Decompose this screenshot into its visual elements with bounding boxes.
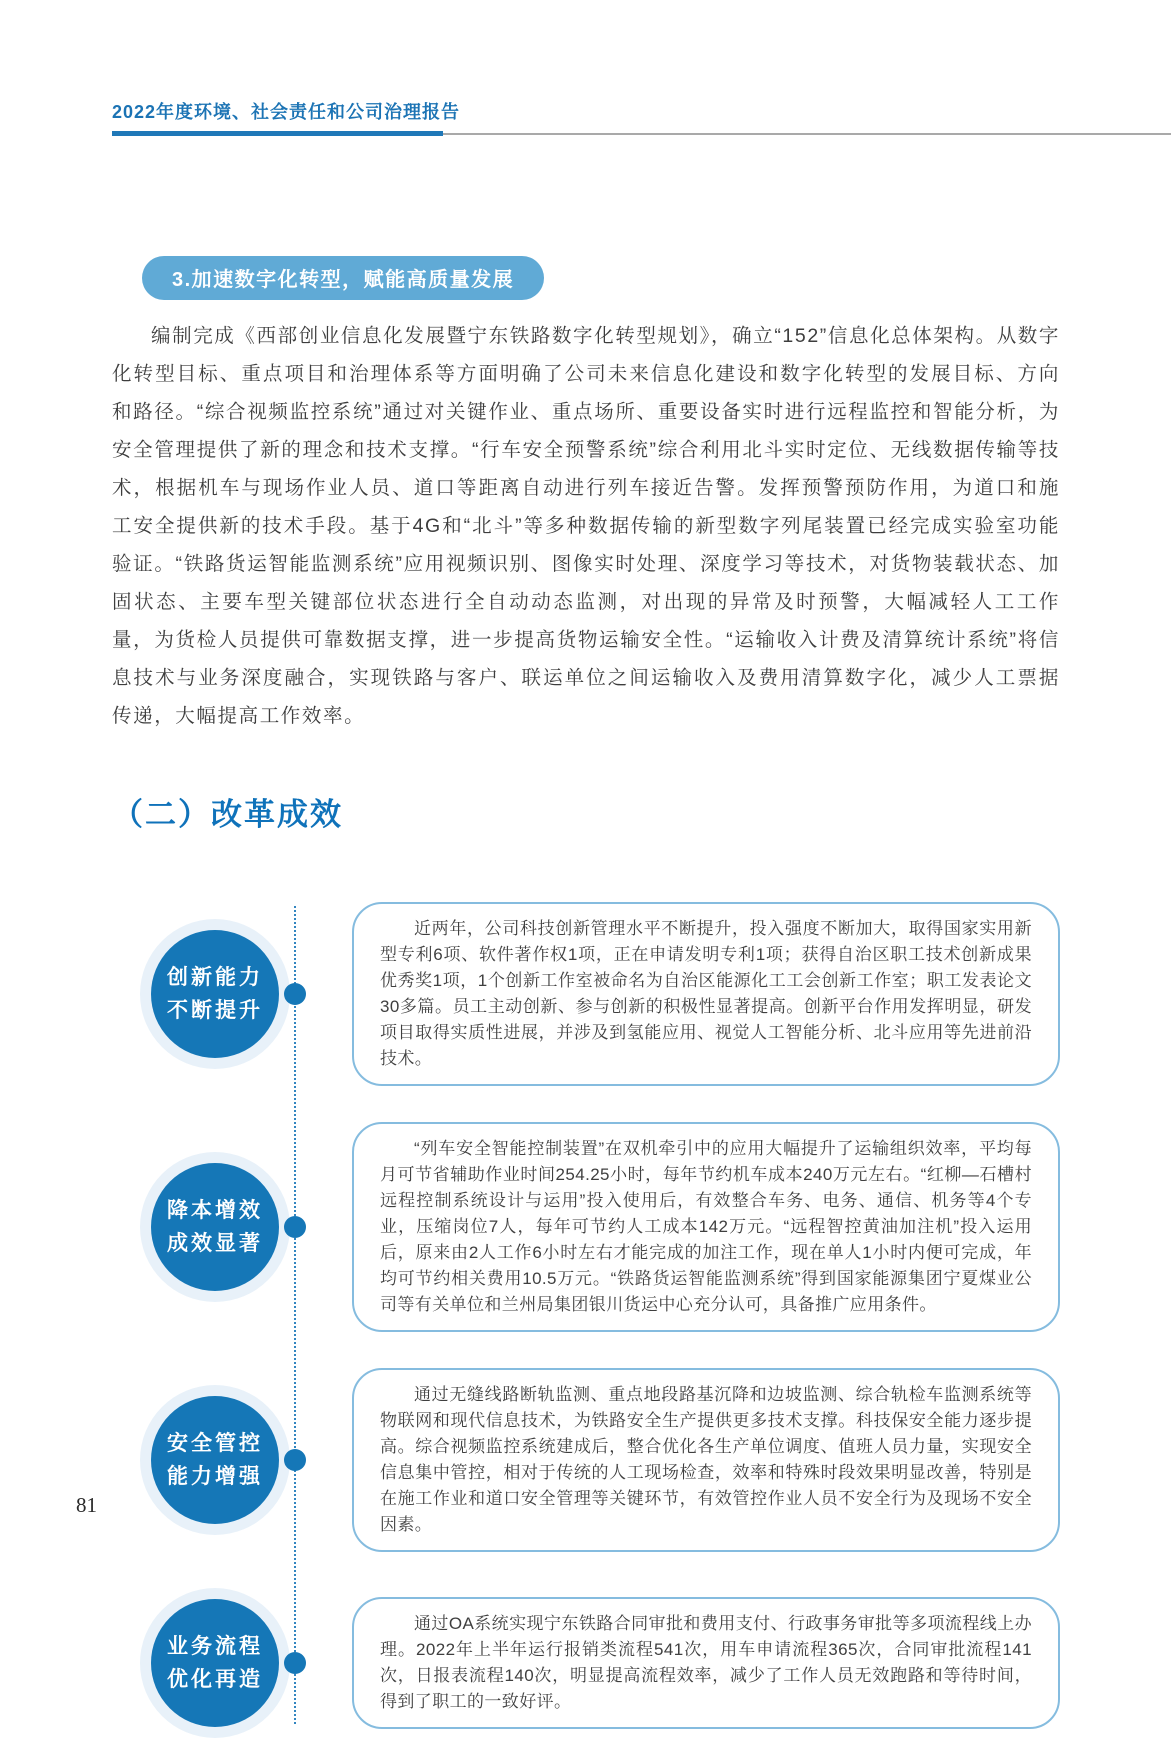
info-box-cost-reduction [352, 1122, 1060, 1332]
connector-dot [284, 1652, 306, 1674]
subsection-badge: 3.加速数字化转型，赋能高质量发展 [142, 256, 544, 300]
section-heading-reform-results: （二）改革成效 [112, 797, 343, 832]
page-number: 81 [76, 1493, 97, 1517]
circle-label-line2: 成效显著 [167, 1232, 263, 1255]
circle-badge-innovation [140, 919, 290, 1069]
connector-dot [284, 1216, 306, 1238]
circle-label-line1: 创新能力 [167, 966, 263, 989]
reform-row-cost-reduction [112, 1122, 1060, 1332]
digital-transformation-paragraph: 编制完成《西部创业信息化发展暨宁东铁路数字化转型规划》，确立“152”信息化总体架构。从数字化转型目标、重点项目和治理体系等方面明确了公司未来信息化建设和数字化转型的发展目标、方向和路径。“综合视频监控系统”通过对关键作业、重点场所、重要设备实时进行远程监控和智能分析，为安全管理提供了新的理念和技术支撑。“行车安全预警系统”综合利用北斗实时定位、无线数据传输等技术，根据机车与现场作业人员、道口等距离自动进行列车接近告警。发挥预警预防作用，为道口和施工安全提供新的技术手段。基于4G和“北斗”等多种数据传输的新型数字列尾装置已经完成实验室功能验证。“铁路货运智能监测系统”应用视频识别、图像实时处理、深度学习等技术，对货物装载状态、加固状态、主要车型关键部位状态进行全自动动态监测，对出现的异常及时预警，大幅减轻人工工作量，为货检人员提供可靠数据支撑，进一步提高货物运输安全性。“运输收入计费及清算统计系统”将信息技术与业务深度融合，实现铁路与客户、联运单位之间运输收入及费用清算数字化，减少人工票据传递，大幅提高工作效率。 [112, 325, 1060, 727]
circle-label-line2: 优化再造 [167, 1668, 263, 1691]
page-header [0, 0, 1171, 136]
info-text: 通过OA系统实现宁东铁路合同审批和费用支付、行政事务审批等多项流程线上办理。2022年上半年运行报销类流程541次，用车申请流程365次，合同审批流程141次，日报表流程140次，明显提高流程效率，减少了工作人员无效跑路和等待时间，得到了职工的一致好评。 [380, 1614, 1032, 1711]
info-box-process-optimization [352, 1597, 1060, 1729]
reform-rows [112, 902, 1060, 1738]
circle-label-line1: 业务流程 [167, 1635, 263, 1658]
circle-label-line2: 不断提升 [167, 999, 263, 1022]
connector-dot [284, 1449, 306, 1471]
circle-badge-cost-reduction [140, 1152, 290, 1302]
connector-dot [284, 983, 306, 1005]
circle-badge-process-optimization [140, 1588, 290, 1738]
page-content [0, 136, 1171, 1738]
info-box-innovation [352, 902, 1060, 1086]
circle-badge-safety-control [140, 1385, 290, 1535]
info-text: 通过无缝线路断轨监测、重点地段路基沉降和边坡监测、综合轨检车监测系统等物联网和现代信息技术，为铁路安全生产提供更多技术支撑。科技保安全能力逐步提高。综合视频监控系统建成后，整合优化各生产单位调度、值班人员力量，实现安全信息集中管控，相对于传统的人工现场检查，效率和特殊时段效果明显改善，特别是在施工作业和道口安全管理等关键环节，有效管控作业人员不安全行为及现场不安全因素。 [380, 1385, 1032, 1534]
reform-row-process-optimization [112, 1588, 1060, 1738]
info-text: “列车安全智能控制装置”在双机牵引中的应用大幅提升了运输组织效率，平均每月可节省辅助作业时间254.25小时，每年节约机车成本240万元左右。“红柳—石槽村远程控制系统设计与运用”投入使用后，有效整合车务、电务、通信、机务等4个专业，压缩岗位7人，每年可节约人工成本142万元。“远程智控黄油加注机”投入运用后，原来由2人工作6小时左右才能完成的加注工作，现在单人1小时内便可完成，年均可节约相关费用10.5万元。“铁路货运智能监测系统”得到国家能源集团宁夏煤业公司等有关单位和兰州局集团银川货运中心充分认可，具备推广应用条件。 [380, 1139, 1032, 1314]
reform-row-innovation [112, 902, 1060, 1086]
report-title: 2022年度环境、社会责任和公司治理报告 [112, 102, 461, 122]
circle-label-line1: 安全管控 [167, 1432, 263, 1455]
info-box-safety-control [352, 1368, 1060, 1552]
info-text: 近两年，公司科技创新管理水平不断提升，投入强度不断加大，取得国家实用新型专利6项、软件著作权1项，正在申请发明专利1项；获得自治区职工技术创新成果优秀奖1项，1个创新工作室被命名为自治区能源化工工会创新工作室；职工发表论文30多篇。员工主动创新、参与创新的积极性显著提高。创新平台作用发挥明显，研发项目取得实质性进展，并涉及到氢能应用、视觉人工智能分析、北斗应用等先进前沿技术。 [380, 919, 1032, 1068]
header-rule-gray [443, 133, 1171, 135]
circle-label-line1: 降本增效 [167, 1199, 263, 1222]
circle-label-line2: 能力增强 [167, 1465, 263, 1488]
reform-row-safety-control [112, 1368, 1060, 1552]
